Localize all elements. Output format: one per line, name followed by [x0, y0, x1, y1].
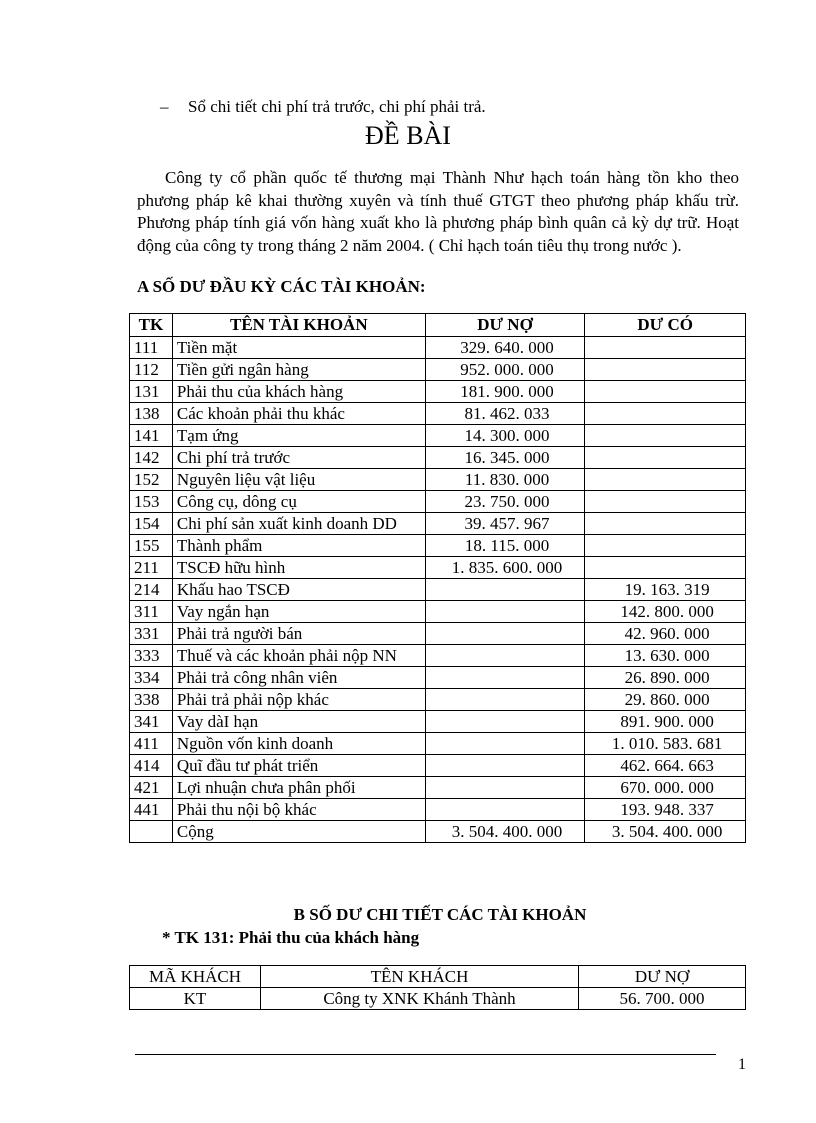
- credit-cell: 19. 163. 319: [585, 579, 746, 601]
- credit-cell: [585, 557, 746, 579]
- debit-cell: [425, 689, 585, 711]
- table-header-row: [130, 314, 746, 337]
- account-name-cell: Vay dàI hạn: [172, 711, 425, 733]
- debit-cell: 329. 640. 000: [425, 337, 585, 359]
- account-code-cell: 311: [130, 601, 173, 623]
- account-name-cell: Tạm ứng: [172, 425, 425, 447]
- credit-cell: [585, 359, 746, 381]
- account-code-cell: 112: [130, 359, 173, 381]
- table-row: [130, 557, 746, 579]
- table-row: [130, 469, 746, 491]
- credit-cell: [585, 403, 746, 425]
- credit-cell: 142. 800. 000: [585, 601, 746, 623]
- header-tk: TK: [130, 314, 173, 337]
- header-credit: DƯ CÓ: [585, 314, 746, 337]
- table-row: [130, 645, 746, 667]
- account-name-cell: Quĩ đầu tư phát triển: [172, 755, 425, 777]
- debit-cell: [425, 777, 585, 799]
- tk131-title: * TK 131: Phải thu của khách hàng: [162, 928, 420, 947]
- account-name-cell: Các khoản phải thu khác: [172, 403, 425, 425]
- credit-cell: [585, 535, 746, 557]
- table-row: [130, 821, 746, 843]
- table-row: [130, 601, 746, 623]
- customer-debit-cell: 56. 700. 000: [579, 988, 746, 1010]
- account-code-cell: 421: [130, 777, 173, 799]
- credit-cell: [585, 425, 746, 447]
- header-customer-code: MÃ KHÁCH: [130, 966, 261, 988]
- debit-cell: [425, 711, 585, 733]
- credit-cell: [585, 381, 746, 403]
- debit-cell: [425, 623, 585, 645]
- page-number: 1: [738, 1056, 746, 1073]
- credit-cell: [585, 469, 746, 491]
- table-row: [130, 535, 746, 557]
- table-row: [130, 403, 746, 425]
- table-row: [130, 689, 746, 711]
- debit-cell: 11. 830. 000: [425, 469, 585, 491]
- header-customer-name: TÊN KHÁCH: [261, 966, 579, 988]
- account-code-cell: 111: [130, 337, 173, 359]
- debit-cell: 181. 900. 000: [425, 381, 585, 403]
- table-row: [130, 799, 746, 821]
- account-code-cell: 441: [130, 799, 173, 821]
- debit-cell: 23. 750. 000: [425, 491, 585, 513]
- account-name-cell: Nguyên liệu vật liệu: [172, 469, 425, 491]
- account-name-cell: Tiền gửi ngân hàng: [172, 359, 425, 381]
- credit-cell: 42. 960. 000: [585, 623, 746, 645]
- debit-cell: [425, 645, 585, 667]
- account-code-cell: 152: [130, 469, 173, 491]
- table-row: [130, 579, 746, 601]
- section-a-title: A SỐ DƯ ĐẦU KỲ CÁC TÀI KHOẢN:: [137, 277, 426, 296]
- debit-cell: 3. 504. 400. 000: [425, 821, 585, 843]
- table-row: [130, 337, 746, 359]
- debit-cell: 1. 835. 600. 000: [425, 557, 585, 579]
- debit-cell: [425, 601, 585, 623]
- debit-cell: 81. 462. 033: [425, 403, 585, 425]
- account-name-cell: Phải thu của khách hàng: [172, 381, 425, 403]
- debit-cell: [425, 733, 585, 755]
- credit-cell: 3. 504. 400. 000: [585, 821, 746, 843]
- section-b-title: B SỐ DƯ CHI TIẾT CÁC TÀI KHOẢN: [293, 905, 587, 924]
- account-name-cell: Phải trả phải nộp khác: [172, 689, 425, 711]
- account-name-cell: Phải trả công nhân viên: [172, 667, 425, 689]
- table-row: [130, 359, 746, 381]
- customer-code-cell: KT: [130, 988, 261, 1010]
- account-name-cell: Cộng: [172, 821, 425, 843]
- header-customer-debit: DƯ NỢ: [579, 966, 746, 988]
- intro-paragraph: Công ty cổ phần quốc tế thương mại Thành Như hạch toán hàng tồn kho theo phương pháp kê khai thường xuyên và tính thuế GTGT theo phương pháp khấu trừ. Phương pháp tính giá vốn hàng xuất kho là phương pháp bình quân cả kỳ dự trữ. Hoạt động của công ty trong tháng 2 năm 2004. ( Chỉ hạch toán tiêu thụ trong nước ).: [137, 168, 739, 255]
- account-code-cell: 153: [130, 491, 173, 513]
- account-name-cell: Lợi nhuận chưa phân phối: [172, 777, 425, 799]
- account-code-cell: 155: [130, 535, 173, 557]
- table-row: [130, 447, 746, 469]
- account-name-cell: Khấu hao TSCĐ: [172, 579, 425, 601]
- account-code-cell: 341: [130, 711, 173, 733]
- table-row: [130, 425, 746, 447]
- account-name-cell: Thuế và các khoản phải nộp NN: [172, 645, 425, 667]
- table-row: [130, 733, 746, 755]
- table-row: [130, 755, 746, 777]
- account-name-cell: Tiền mặt: [172, 337, 425, 359]
- account-code-cell: 138: [130, 403, 173, 425]
- credit-cell: 26. 890. 000: [585, 667, 746, 689]
- credit-cell: 891. 900. 000: [585, 711, 746, 733]
- account-name-cell: Chi phí trả trước: [172, 447, 425, 469]
- credit-cell: [585, 337, 746, 359]
- customer-name-cell: Công ty XNK Khánh Thành: [261, 988, 579, 1010]
- account-code-cell: 131: [130, 381, 173, 403]
- credit-cell: 13. 630. 000: [585, 645, 746, 667]
- table-row: [130, 513, 746, 535]
- credit-cell: 193. 948. 337: [585, 799, 746, 821]
- debit-cell: [425, 579, 585, 601]
- customer-balance-table: [129, 965, 746, 1010]
- account-code-cell: 214: [130, 579, 173, 601]
- debit-cell: 16. 345. 000: [425, 447, 585, 469]
- bullet-line: [160, 97, 486, 117]
- account-code-cell: 154: [130, 513, 173, 535]
- account-code-cell: [130, 821, 173, 843]
- credit-cell: 462. 664. 663: [585, 755, 746, 777]
- credit-cell: [585, 491, 746, 513]
- account-name-cell: Vay ngắn hạn: [172, 601, 425, 623]
- debit-cell: [425, 799, 585, 821]
- account-code-cell: 142: [130, 447, 173, 469]
- debit-cell: 39. 457. 967: [425, 513, 585, 535]
- credit-cell: 29. 860. 000: [585, 689, 746, 711]
- debit-cell: [425, 755, 585, 777]
- debit-cell: 14. 300. 000: [425, 425, 585, 447]
- table-row: [130, 711, 746, 733]
- account-name-cell: Chi phí sản xuất kinh doanh DD: [172, 513, 425, 535]
- bullet-text: Sổ chi tiết chi phí trả trước, chi phí phải trả.: [188, 97, 486, 116]
- table-row: [130, 491, 746, 513]
- debit-cell: 18. 115. 000: [425, 535, 585, 557]
- header-account-name: TÊN TÀI KHOẢN: [172, 314, 425, 337]
- credit-cell: 670. 000. 000: [585, 777, 746, 799]
- account-code-cell: 211: [130, 557, 173, 579]
- footer-divider: [135, 1054, 716, 1055]
- account-name-cell: Thành phẩm: [172, 535, 425, 557]
- debit-cell: 952. 000. 000: [425, 359, 585, 381]
- header-debit: DƯ NỢ: [425, 314, 585, 337]
- page-title: ĐỀ BÀI: [365, 121, 451, 150]
- debit-cell: [425, 667, 585, 689]
- table-row: [130, 988, 746, 1010]
- account-name-cell: TSCĐ hữu hình: [172, 557, 425, 579]
- table-header-row: [130, 966, 746, 988]
- account-code-cell: 338: [130, 689, 173, 711]
- account-code-cell: 334: [130, 667, 173, 689]
- account-code-cell: 333: [130, 645, 173, 667]
- account-name-cell: Công cụ, dông cụ: [172, 491, 425, 513]
- credit-cell: 1. 010. 583. 681: [585, 733, 746, 755]
- account-code-cell: 411: [130, 733, 173, 755]
- account-name-cell: Phải thu nội bộ khác: [172, 799, 425, 821]
- account-code-cell: 141: [130, 425, 173, 447]
- account-name-cell: Nguồn vốn kinh doanh: [172, 733, 425, 755]
- credit-cell: [585, 447, 746, 469]
- bullet-dash: –: [160, 97, 169, 116]
- table-row: [130, 777, 746, 799]
- opening-balance-table: [129, 313, 746, 843]
- table-row: [130, 623, 746, 645]
- account-name-cell: Phải trả người bán: [172, 623, 425, 645]
- account-code-cell: 331: [130, 623, 173, 645]
- account-code-cell: 414: [130, 755, 173, 777]
- table-row: [130, 381, 746, 403]
- table-row: [130, 667, 746, 689]
- credit-cell: [585, 513, 746, 535]
